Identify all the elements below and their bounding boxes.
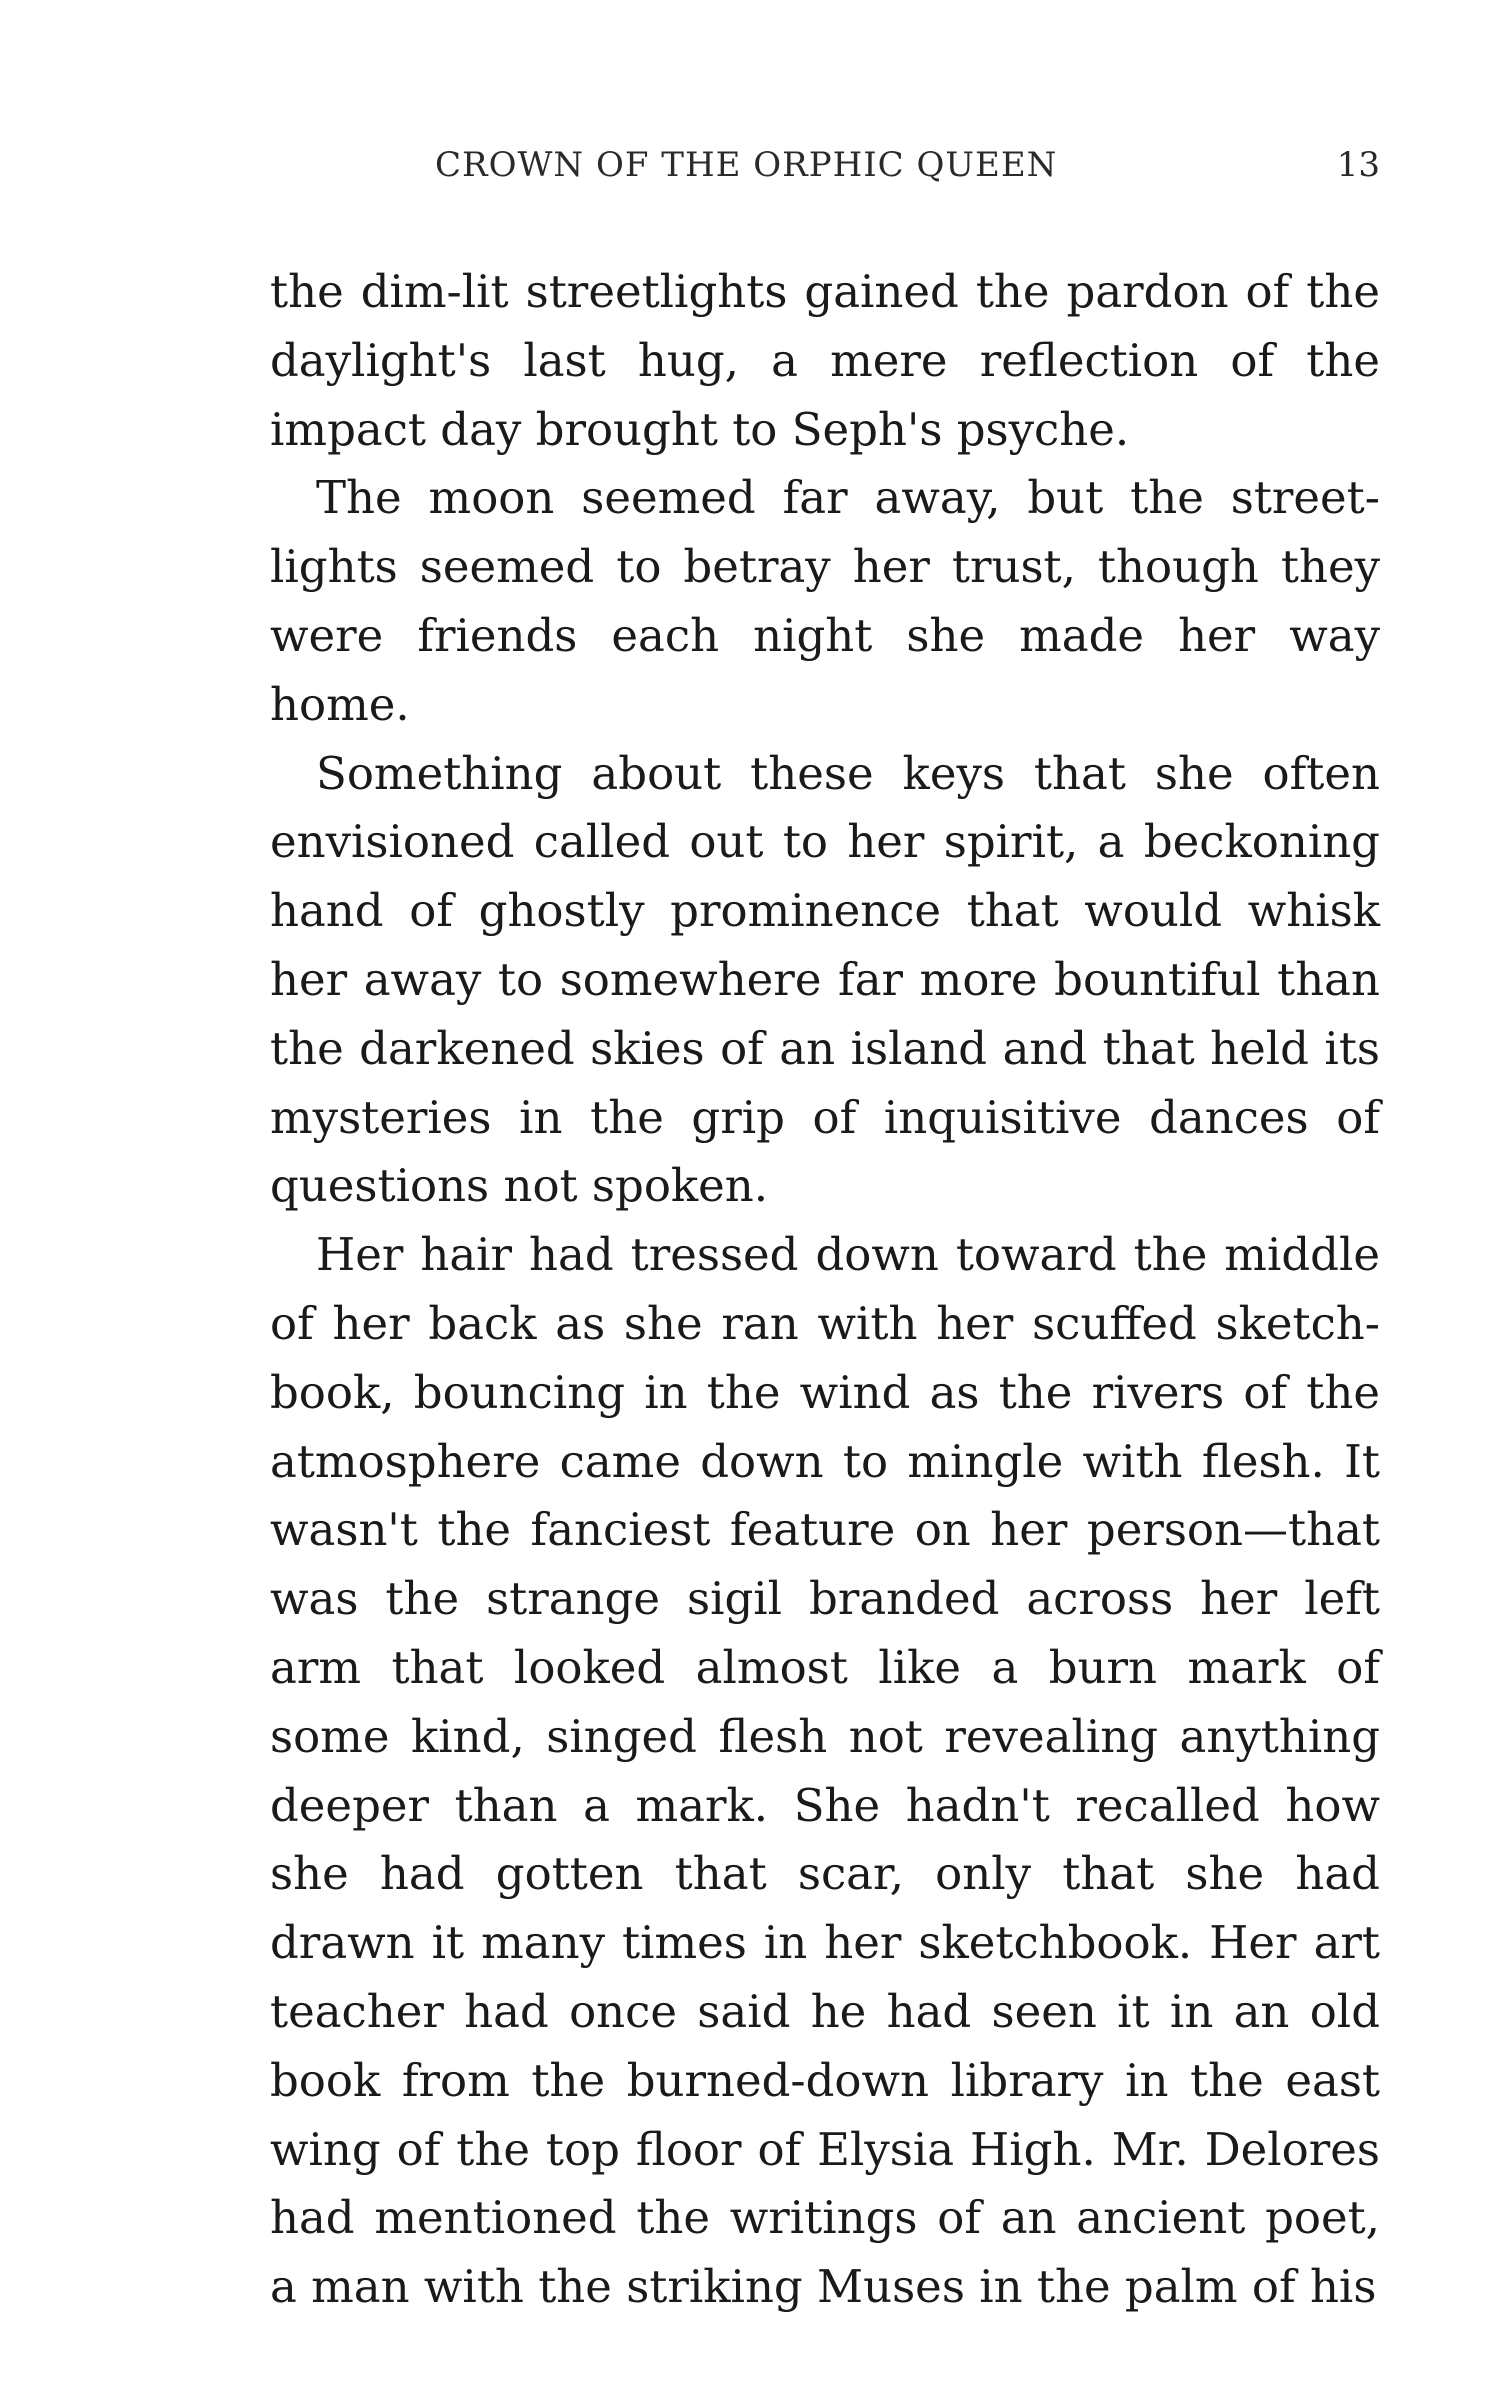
- paragraph-continuation: the dim-lit streetlights gained the pardon of the daylight's last hug, a mere reflection of the impact day brought to Seph's psyche.: [270, 265, 1380, 456]
- paragraph-moon: The moon seemed far away, but the streetlights seemed to betray her trust, though they were friends each night she made her way home.: [270, 471, 1380, 731]
- running-head: [270, 140, 1380, 190]
- body-text: [270, 258, 1380, 2322]
- running-title: CROWN OF THE ORPHIC QUEEN: [435, 145, 1058, 185]
- page-number: 13: [1336, 145, 1380, 185]
- paragraph-hair: Her hair had tressed down toward the middle of her back as she ran with her scuffed sketchbook, bouncing in the wind as the rivers of the atmosphere came down to mingle with flesh. It wasn't the fanciest feature on her person—that was the strange sigil branded across her left arm that looked almost like a burn mark of some kind, singed flesh not revealing anything deeper than a mark. She hadn't recalled how she had gotten that scar, only that she had drawn it many times in her sketchbook. Her art teacher had once said he had seen it in an old book from the burned-down library in the east wing of the top floor of Elysia High. Mr. Delores had mentioned the writings of an ancient poet, a man with the striking Muses in the palm of his: [270, 1228, 1380, 2314]
- paragraph-keys: Something about these keys that she often envisioned called out to her spirit, a beckoning hand of ghostly prominence that would whisk her away to somewhere far more bountiful than the darkened skies of an island and that held its mysteries in the grip of inquisitive dances of questions not spoken.: [270, 746, 1380, 1213]
